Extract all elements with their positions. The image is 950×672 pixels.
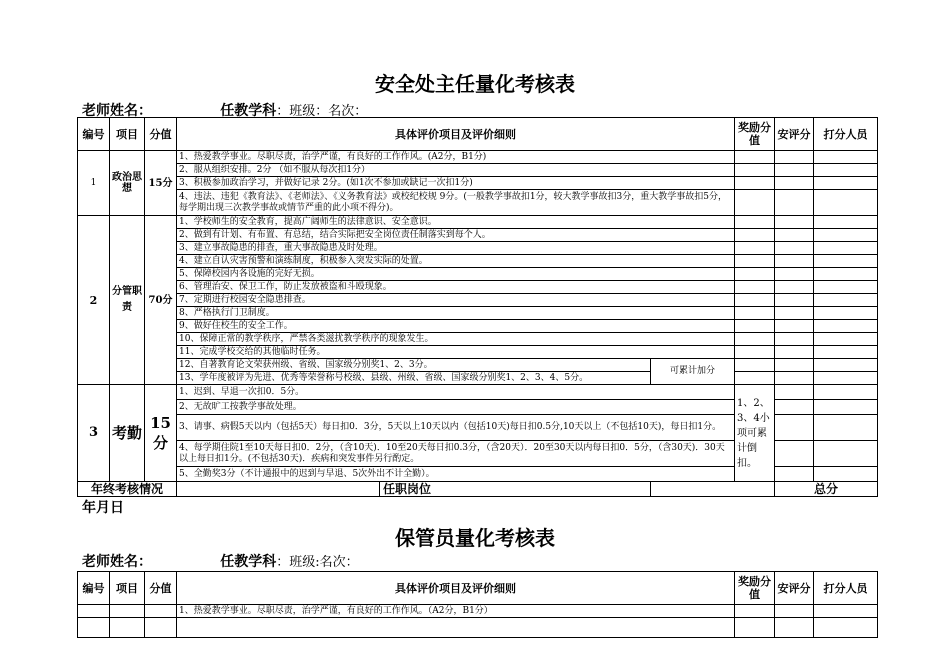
criterion: 1、热爱教学事业。尽职尽责，治学严谨，有良好的工作作风。(A2分，B1分) <box>177 151 735 164</box>
section-name: 政治思想 <box>110 151 145 216</box>
table-row <box>78 333 878 346</box>
scorer-cell[interactable] <box>814 372 878 385</box>
header-score: 分值 <box>145 572 177 605</box>
section-no: 1 <box>78 151 110 216</box>
teacher-name-label: 老师姓名： <box>82 103 152 119</box>
header-score: 分值 <box>145 118 177 151</box>
criterion: 13、学年度被评为先进、优秀等荣誉称号校级、县级、州级、省级、国家级分别奖1、2、3、4、5分。 <box>177 372 651 385</box>
scorer-cell[interactable] <box>814 242 878 255</box>
self-score-cell[interactable] <box>775 333 814 346</box>
self-score-cell[interactable] <box>775 441 814 467</box>
header-no: 编号 <box>78 572 110 605</box>
criterion: 4、建立自认灾害预警和演练制度，积极参入突发实际的处置。 <box>177 255 735 268</box>
scorer-cell[interactable] <box>814 164 878 177</box>
table-row <box>78 605 878 618</box>
scorer-cell[interactable] <box>814 346 878 359</box>
criterion: 1、热爱教学事业。尽职尽责，治学严谨，有良好的工作作风。（A2分，B1分） <box>177 605 735 618</box>
header-scorer: 打分人员 <box>814 118 878 151</box>
header-row <box>78 572 878 605</box>
scorer-cell[interactable] <box>814 255 878 268</box>
criterion: 1、学校师生的安全教育，提高广阔师生的法律意识、安全意识。 <box>177 216 735 229</box>
header-item: 项目 <box>110 118 145 151</box>
self-score-cell[interactable] <box>775 229 814 242</box>
criterion: 11、完成学校交给的其他临时任务。 <box>177 346 735 359</box>
self-score-cell[interactable] <box>775 415 814 441</box>
self-score-cell[interactable] <box>775 177 814 190</box>
table-row <box>78 177 878 190</box>
scorer-cell[interactable] <box>814 177 878 190</box>
self-score-cell[interactable] <box>775 359 814 372</box>
self-score-cell[interactable] <box>775 190 814 216</box>
header-row <box>78 118 878 151</box>
reward-cell[interactable] <box>735 294 775 307</box>
section-name <box>110 605 145 618</box>
reward-cell[interactable] <box>735 307 775 320</box>
criterion: 1、迟到、早退一次扣0．5分。 <box>177 385 735 400</box>
table-row <box>78 359 878 372</box>
header-item: 项目 <box>110 572 145 605</box>
criterion: 5、全勤奖3分（不计通报中的迟到与早退、5次外出不计全勤）。 <box>177 467 735 482</box>
self-score-cell[interactable] <box>775 255 814 268</box>
table-row <box>78 281 878 294</box>
criterion: 2、做到有计划、有布置、有总结，结合实际把安全岗位责任制落实到每个人。 <box>177 229 735 242</box>
scorer-cell[interactable] <box>814 281 878 294</box>
date-line: 年月日 <box>82 500 124 516</box>
class-rank-label: ：班级：名次： <box>276 104 368 119</box>
class-rank-label: ：班级:名次： <box>276 555 359 570</box>
section-score: 15分 <box>145 385 177 482</box>
self-score-cell[interactable] <box>775 467 814 482</box>
scorer-cell[interactable] <box>814 307 878 320</box>
section-score: 70分 <box>145 216 177 385</box>
self-score-cell[interactable] <box>775 320 814 333</box>
criterion: 9、做好住校生的安全工作。 <box>177 320 735 333</box>
reward-cell[interactable] <box>735 346 775 359</box>
header-self: 安评分 <box>775 118 814 151</box>
section-no: 2 <box>78 216 110 385</box>
self-score-cell[interactable] <box>775 242 814 255</box>
table-row <box>78 190 878 216</box>
table-row <box>78 320 878 333</box>
header-detail: 具体评价项目及评价细则 <box>177 572 735 605</box>
scorer-cell[interactable] <box>814 359 878 372</box>
reward-cell[interactable] <box>735 359 775 372</box>
header-detail: 具体评价项目及评价细则 <box>177 118 735 151</box>
header-scorer: 打分人员 <box>814 572 878 605</box>
self-score-cell[interactable] <box>775 281 814 294</box>
reward-cell[interactable] <box>735 605 775 618</box>
reward-cell[interactable] <box>735 190 775 216</box>
self-score-cell[interactable] <box>775 294 814 307</box>
subject-label: 任教学科 <box>220 103 277 119</box>
form2-info <box>82 551 359 571</box>
scorer-cell[interactable] <box>814 151 878 164</box>
year-end-position-cell <box>177 482 651 497</box>
reward-cell[interactable] <box>735 177 775 190</box>
form1-table <box>77 117 878 497</box>
reward-cell[interactable] <box>735 281 775 294</box>
self-score-cell[interactable] <box>775 346 814 359</box>
reward-cell[interactable] <box>735 151 775 164</box>
header-no: 编号 <box>78 118 110 151</box>
self-score-cell[interactable] <box>775 164 814 177</box>
self-score-cell[interactable] <box>775 385 814 400</box>
total-label: 总分 <box>775 482 878 497</box>
table-row <box>78 151 878 164</box>
teacher-name-label: 老师姓名： <box>82 554 152 570</box>
reward-cell[interactable] <box>735 372 775 385</box>
header-self: 安评分 <box>775 572 814 605</box>
scorer-cell[interactable] <box>814 333 878 346</box>
scorer-cell[interactable] <box>814 441 878 467</box>
self-score-cell[interactable] <box>775 268 814 281</box>
scorer-cell[interactable] <box>814 605 878 618</box>
scorer-cell[interactable] <box>814 415 878 441</box>
deduction-note: 1、2、3、4小项可累计倒扣。 <box>735 385 775 482</box>
form2-title: 保管员量化考核表 <box>395 526 555 550</box>
reward-cell[interactable] <box>735 333 775 346</box>
self-score-cell[interactable] <box>775 307 814 320</box>
self-score-cell[interactable] <box>775 605 814 618</box>
scorer-cell[interactable] <box>814 385 878 400</box>
criterion: 5、保障校园内各设施的完好无损。 <box>177 268 735 281</box>
position-value[interactable] <box>651 482 775 497</box>
self-score-cell[interactable] <box>775 400 814 415</box>
scorer-cell[interactable] <box>814 400 878 415</box>
subject-label: 任教学科 <box>220 554 277 570</box>
criterion: 3、请事、病假5天以内（包括5天）每日扣0．3分，5天以上10天以内（包括10天)每日扣0.5分,10天以上（不包括10天)，每日扣1分。 <box>177 415 735 441</box>
table-row <box>78 242 878 255</box>
year-end-value[interactable] <box>179 482 379 496</box>
reward-cell[interactable] <box>735 320 775 333</box>
self-score-cell[interactable] <box>775 372 814 385</box>
form2-table <box>77 571 878 638</box>
position-label: 任职岗位 <box>379 482 431 496</box>
criterion: 2、服从组织安排。2分 （如不服从每次扣1分） <box>177 164 735 177</box>
scorer-cell[interactable] <box>814 294 878 307</box>
scorer-cell[interactable] <box>814 467 878 482</box>
section-score <box>145 605 177 618</box>
header-reward: 奖励分值 <box>735 572 775 605</box>
scorer-cell[interactable] <box>814 320 878 333</box>
table-row <box>78 255 878 268</box>
table-row <box>78 164 878 177</box>
year-end-label: 年终考核情况 <box>78 482 177 497</box>
bonus-note: 可累计加分 <box>651 359 735 385</box>
scorer-cell[interactable] <box>814 190 878 216</box>
footer-row <box>78 482 878 497</box>
criterion: 4、违法、违犯《教育法》、《老师法》、《义务教育法》或校纪校规 9分。(一般教学事故扣1分，较大教学事故扣3分，重大教学事故扣5分，每学期出现三次教学事故或情节严重的此小项不得分)。 <box>177 190 735 216</box>
table-row <box>78 618 878 638</box>
self-score-cell[interactable] <box>775 216 814 229</box>
table-row <box>78 294 878 307</box>
criterion: 4、每学期住院1至10天每日扣0．2分，（含10天)．10至20天每日扣0.3分，（含20天）．20至30天以内每日扣0．5分，（含30天)．30天以上每日扣1分。(不包括30天)．疾病和突发事件另行酌定。 <box>177 441 735 467</box>
criterion: 6、管理治安、保卫工作，防止发放被盗和斗殴现象。 <box>177 281 735 294</box>
scorer-cell[interactable] <box>814 268 878 281</box>
scorer-cell[interactable] <box>814 229 878 242</box>
table-row <box>78 346 878 359</box>
table-row <box>78 385 878 400</box>
table-row <box>78 229 878 242</box>
criterion: 8、严格执行门卫制度。 <box>177 307 735 320</box>
criterion: 3、建立事故隐患的排查，重大事故隐患及时处理。 <box>177 242 735 255</box>
section-no <box>78 605 110 618</box>
table-row <box>78 372 878 385</box>
reward-cell[interactable] <box>735 268 775 281</box>
criterion: 3、积极参加政治学习，并做好记录 2分。(如1次不参加或缺记一次扣1分) <box>177 177 735 190</box>
table-row <box>78 268 878 281</box>
criterion: 10、保障正常的教学秩序，严禁各类滋扰教学秩序的现象发生。 <box>177 333 735 346</box>
section-name: 分管职责 <box>110 216 145 385</box>
section-score: 15分 <box>145 151 177 216</box>
header-reward: 奖励分值 <box>735 118 775 151</box>
scorer-cell[interactable] <box>814 216 878 229</box>
criterion: 7、定期进行校园安全隐患排查。 <box>177 294 735 307</box>
table-row <box>78 307 878 320</box>
reward-cell[interactable] <box>735 255 775 268</box>
criterion: 12、自著教育论文荣获州级、省级、国家级分别奖1、2、3分。 <box>177 359 651 372</box>
reward-cell[interactable] <box>735 229 775 242</box>
self-score-cell[interactable] <box>775 151 814 164</box>
table-row <box>78 216 878 229</box>
reward-cell[interactable] <box>735 242 775 255</box>
reward-cell[interactable] <box>735 164 775 177</box>
reward-cell[interactable] <box>735 216 775 229</box>
section-no: 3 <box>78 385 110 482</box>
form1-title: 安全处主任量化考核表 <box>375 72 575 96</box>
section-name: 考勤 <box>110 385 145 482</box>
criterion: 2、无故旷工按教学事故处理。 <box>177 400 735 415</box>
